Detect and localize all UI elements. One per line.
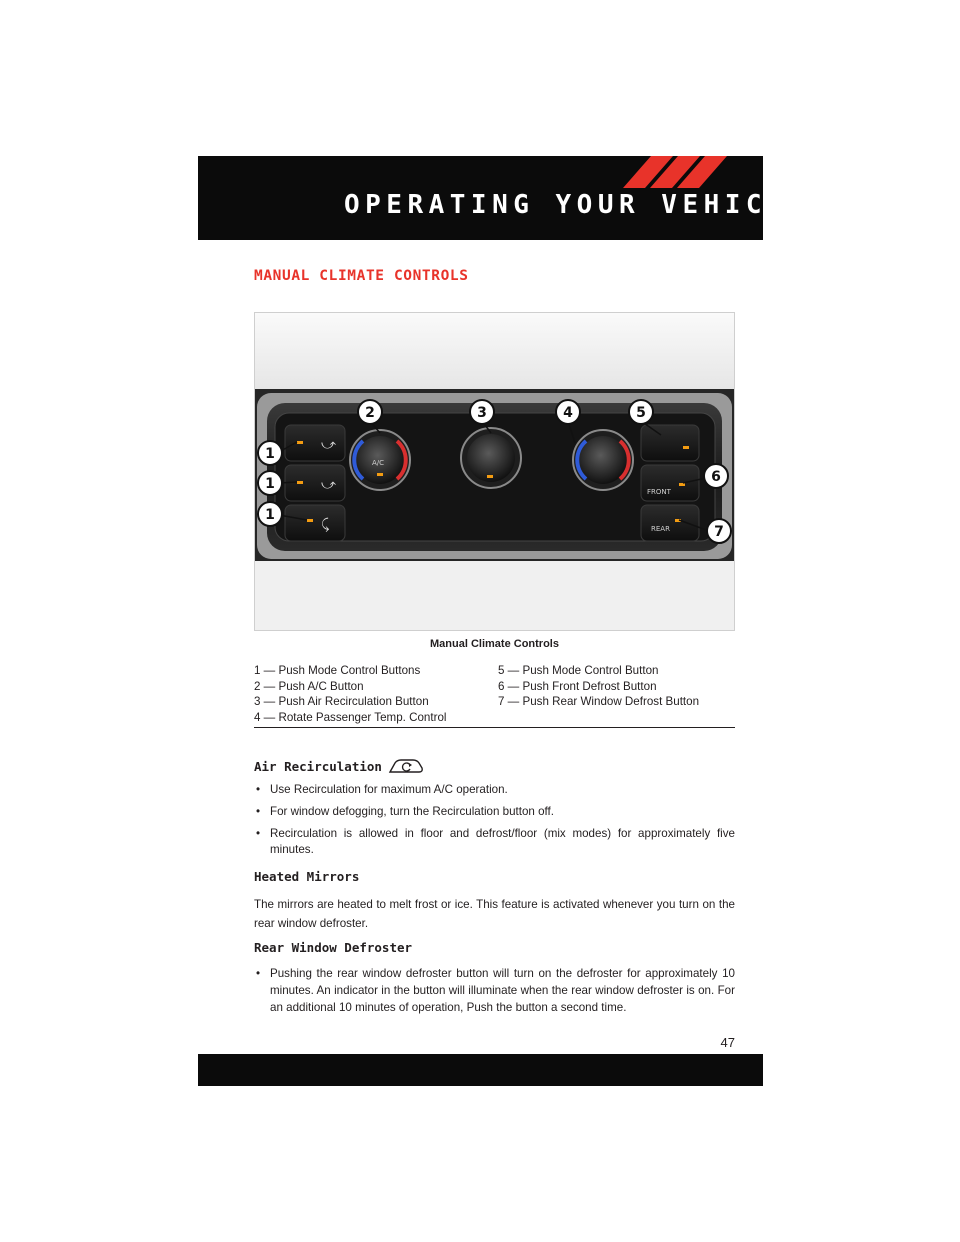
air-recirculation-bullets xyxy=(254,782,735,864)
callout-1a: 1 xyxy=(265,446,275,462)
footer-bar xyxy=(198,1054,763,1086)
section-title: MANUAL CLIMATE CONTROLS xyxy=(254,268,469,284)
svg-text:⤹: ⤹ xyxy=(321,517,330,533)
callout-1c: 1 xyxy=(265,507,275,523)
page-number: 47 xyxy=(720,1035,735,1050)
legend-item: 4 — Rotate Passenger Temp. Control xyxy=(254,710,447,724)
legend-right xyxy=(498,663,699,710)
ac-button-label: A/C xyxy=(372,459,385,467)
legend-item: 6 — Push Front Defrost Button xyxy=(498,679,657,693)
legend-item: 7 — Push Rear Window Defrost Button xyxy=(498,695,700,709)
callout-2: 2 xyxy=(365,405,375,421)
legend-item: 5 — Push Mode Control Button xyxy=(498,664,659,677)
callout-5: 5 xyxy=(636,405,646,421)
list-item: • Pushing the rear window defroster button will turn on the defroster for approximately 10 minutes. An indicator in the button will illuminate when the rear window defroster is on. For an additional 10 minutes of operation, Push the button a second time. xyxy=(254,965,735,1016)
legend-divider xyxy=(254,727,735,728)
chapter-title: OPERATING YOUR VEHICLE xyxy=(344,190,810,220)
heated-mirrors-heading: Heated Mirrors xyxy=(254,869,360,884)
rear-button-label: REAR xyxy=(651,525,670,533)
legend-item: 2 — Push A/C Button xyxy=(254,679,364,693)
rear-window-defroster-heading: Rear Window Defroster xyxy=(254,940,413,955)
svg-text:⤻: ⤻ xyxy=(321,477,336,493)
rear-window-defroster-bullets xyxy=(254,965,735,1022)
callout-7: 7 xyxy=(714,524,724,540)
air-recirculation-heading xyxy=(254,757,424,778)
callout-4: 4 xyxy=(563,405,573,421)
front-button-label: FRONT xyxy=(647,488,671,496)
climate-control-figure xyxy=(254,312,735,631)
climate-control-panel-photo xyxy=(255,313,734,630)
recirculation-icon xyxy=(388,757,424,778)
list-item: • For window defogging, turn the Recirculation button off. xyxy=(254,804,735,820)
callout-6: 6 xyxy=(711,469,721,485)
callout-3: 3 xyxy=(477,405,487,421)
svg-text:⤻: ⤻ xyxy=(321,437,336,453)
heated-mirrors-text: The mirrors are heated to melt frost or ice. This feature is activated whenever you turn on the rear window defroster. xyxy=(254,898,735,930)
callout-1b: 1 xyxy=(265,476,275,492)
air-recirculation-heading-text: Air Recirculation xyxy=(254,759,382,774)
legend-item: 3 — Push Air Recirculation Button xyxy=(254,695,429,709)
legend-left xyxy=(254,663,446,725)
figure-caption: Manual Climate Controls xyxy=(430,638,559,650)
legend-item: 1 — Push Mode Control Buttons xyxy=(254,664,421,677)
list-item: • Use Recirculation for maximum A/C operation. xyxy=(254,782,735,798)
list-item: • Recirculation is allowed in floor and defrost/floor (mix modes) for approximately five minutes. xyxy=(254,826,735,858)
